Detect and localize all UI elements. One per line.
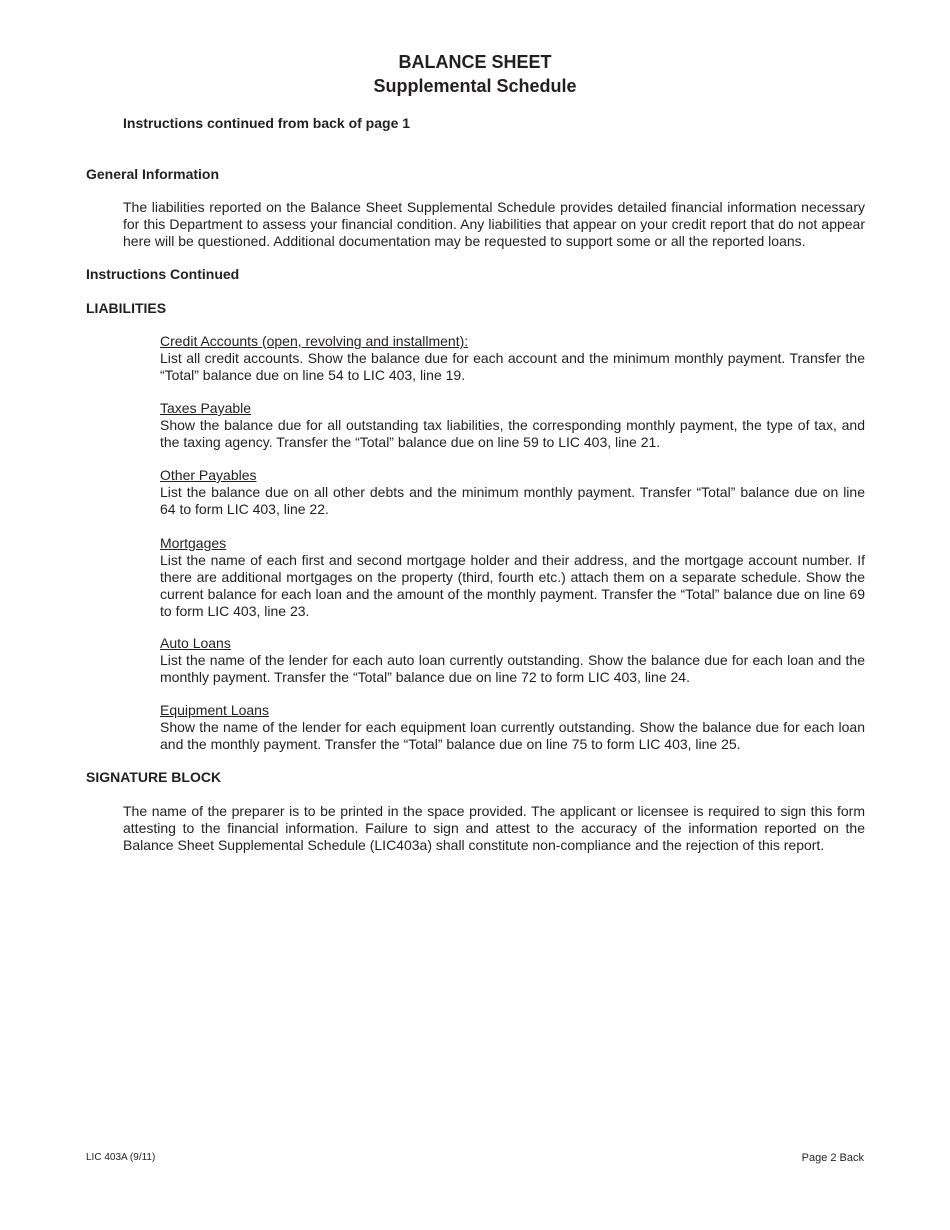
signature-block-text: The name of the preparer is to be printed in the space provided. The applicant or licensee is required to sign this form attesting to the financial information. Failure to sign and attest to the accuracy of the information reported on the Balance Sheet Supplemental Schedule (LIC403a) shall constitute non-compliance and the rejection of this report. xyxy=(123,803,865,853)
liabilities-heading: LIABILITIES xyxy=(86,300,167,316)
page-number: Page 2 Back xyxy=(801,1152,864,1164)
section-title: Equipment Loans xyxy=(160,702,269,718)
section-title: Auto Loans xyxy=(160,635,231,651)
section-title: Other Payables xyxy=(160,467,257,483)
section-text: Show the name of the lender for each equipment loan currently outstanding. Show the balance due for each loan and the monthly payment. Transfer the “Total” balance due on line 75 to form LIC 403, line 25. xyxy=(160,719,865,752)
section-text: List the name of each first and second mortgage holder and their address, and the mortgage account number. If there are additional mortgages on the property (third, fourth etc.) attach them on a separate schedule. Show the current balance for each loan and the amount of the monthly payment. Transfer the “Total” balance due on line 69 to form LIC 403, line 23. xyxy=(160,552,865,619)
signature-block-heading: SIGNATURE BLOCK xyxy=(86,769,222,785)
section-text: List the balance due on all other debts and the minimum monthly payment. Transfer “Total” balance due on line 64 to form LIC 403, line 22. xyxy=(160,484,865,517)
section-title: Mortgages xyxy=(160,535,227,551)
page-subtitle: Supplemental Schedule xyxy=(373,76,577,96)
section-taxes-payable xyxy=(160,400,865,451)
section-title: Credit Accounts (open, revolving and installment): xyxy=(160,333,469,349)
section-text: List all credit accounts. Show the balance due for each account and the minimum monthly payment. Transfer the “Total” balance due on line 54 to LIC 403, line 19. xyxy=(160,350,865,383)
form-id: LIC 403A (9/11) xyxy=(86,1152,156,1163)
section-auto-loans xyxy=(160,635,865,686)
section-text: Show the balance due for all outstanding tax liabilities, the corresponding monthly payment, the type of tax, and the taxing agency. Transfer the “Total” balance due on line 59 to LIC 403, line 21. xyxy=(160,417,865,450)
lead-note: Instructions continued from back of page 1 xyxy=(123,115,411,131)
general-information-heading: General Information xyxy=(86,166,220,182)
page-title: BALANCE SHEET xyxy=(398,52,552,72)
section-other-payables xyxy=(160,467,865,518)
general-information-text: The liabilities reported on the Balance Sheet Supplemental Schedule provides detailed financial information necessary for this Department to assess your financial condition. Any liabilities that appear on your credit report that do not appear here will be questioned. Additional documentation may be requested to support some or all the reported loans. xyxy=(123,199,865,249)
section-mortgages xyxy=(160,535,865,620)
instructions-continued-heading: Instructions Continued xyxy=(86,266,240,282)
section-equipment-loans xyxy=(160,702,865,753)
section-text: List the name of the lender for each auto loan currently outstanding. Show the balance due for each loan and the monthly payment. Transfer the “Total” balance due on line 72 to form LIC 403, line 24. xyxy=(160,652,865,685)
section-title: Taxes Payable xyxy=(160,400,252,416)
section-credit-accounts xyxy=(160,333,865,384)
